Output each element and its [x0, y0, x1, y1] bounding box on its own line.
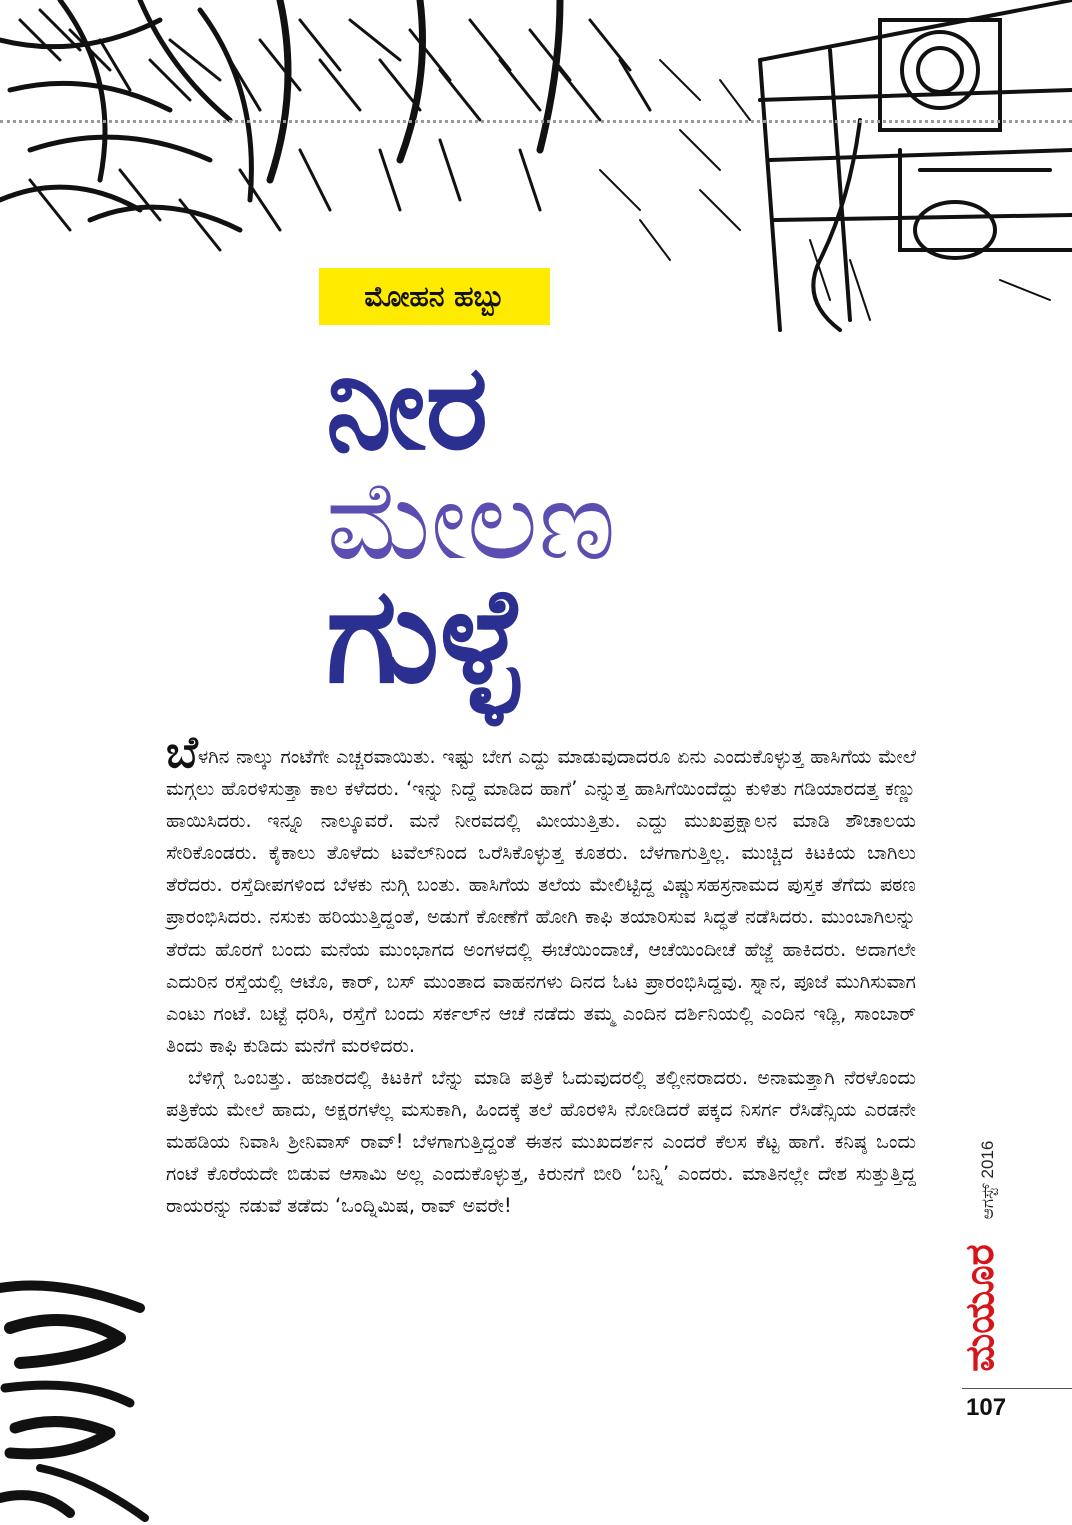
author-name: ಮೋಹನ ಹಬ್ಬು: [364, 279, 505, 313]
article-paragraph-2: ಬೆಳಿಗ್ಗೆ ಒಂಬತ್ತು. ಹಜಾರದಲ್ಲಿ ಕಿಟಕಿಗೆ ಬೆನ್ನು ಮಾಡಿ ಪತ್ರಿಕೆ ಓದುವುದರಲ್ಲಿ ತಲ್ಲೀನರಾದರು. ಅನಾಮತ್ತಾಗಿ ನೆರಳೊಂದು ಪತ್ರಿಕೆಯ ಮೇಲೆ ಹಾದು, ಅಕ್ಷರಗಳೆಲ್ಲ ಮಸುಕಾಗಿ, ಹಿಂದಕ್ಕೆ ತಲೆ ಹೊರಳಿಸಿ ನೋಡಿದರೆ ಪಕ್ಕದ ನಿಸರ್ಗ ರೆಸಿಡೆನ್ಸಿಯ ಎರಡನೇ ಮಹಡಿಯ ನಿವಾಸಿ ಶ್ರೀನಿವಾಸ್ ರಾವ್! ಬೆಳಗಾಗುತ್ತಿದ್ದಂತೆ ಈತನ ಮುಖದರ್ಶನ ಎಂದರೆ ಕೆಲಸ ಕೆಟ್ಟ ಹಾಗೆ. ಕನಿಷ್ಠ ಒಂದು ಗಂಟೆ ಕೊರೆಯದೇ ಬಿಡುವ ಆಸಾಮಿ ಅಲ್ಲ ಎಂದುಕೊಳ್ಳುತ್ತ, ಕಿರುನಗೆ ಬೀರಿ ‘ಬನ್ನಿ’ ಎಂದರು. ಮಾತಿನಲ್ಲೇ ದೇಶ ಸುತ್ತುತ್ತಿದ್ದ ರಾಯರನ್ನು ನಡುವೆ ತಡೆದು ‘ಒಂದ್ನಿಮಿಷ, ರಾವ್ ಅವರೇ!: [166, 1065, 916, 1218]
page-number-rule: [962, 1388, 1072, 1389]
issue-date: ಆಗಸ್ಟ್ 2016: [978, 1140, 997, 1220]
article-paragraph-1: [166, 727, 916, 1062]
story-title-line-2: ಮೇಲಣ: [326, 456, 616, 584]
paragraph-1-text: ಳಗಿನ ನಾಲ್ಕು ಗಂಟೆಗೇ ಎಚ್ಚರವಾಯಿತು. ಇಷ್ಟು ಬೇಗ ಎದ್ದು ಮಾಡುವುದಾದರೂ ಏನು ಎಂದುಕೊಳ್ಳುತ್ತ ಹಾಸಿಗೆಯ ಮೇಲೆ ಮಗ್ಗಲು ಹೊರಳಿಸುತ್ತಾ ಕಾಲ ಕಳೆದರು. ‘ಇನ್ನು ನಿದ್ದೆ ಮಾಡಿದ ಹಾಗೆ’ ಎನ್ನುತ್ತ ಹಾಸಿಗೆಯಿಂದೆದ್ದು ಕುಳಿತು ಗಡಿಯಾರದತ್ತ ಕಣ್ಣು ಹಾಯಿಸಿದರು. ಇನ್ನೂ ನಾಲ್ಕೂವರೆ. ಮನೆ ನೀರವದಲ್ಲಿ ಮೀಯುತ್ತಿತು. ಎದ್ದು ಮುಖಪ್ರಕ್ಷಾಲನ ಮಾಡಿ ಶೌಚಾಲಯ ಸೇರಿಕೊಂಡರು. ಕೈಕಾಲು ತೊಳೆದು ಟವೆಲ್‌ನಿಂದ ಒರೆಸಿಕೊಳ್ಳುತ್ತ ಕೂತರು. ಬೆಳಗಾಗುತ್ತಿಲ್ಲ. ಮುಚ್ಚಿದ ಕಿಟಕಿಯ ಬಾಗಿಲು ತೆರೆದರು. ರಸ್ತೆದೀಪಗಳಿಂದ ಬೆಳಕು ನುಗ್ಗಿ ಬಂತು. ಹಾಸಿಗೆಯ ತಲೆಯ ಮೇಲಿಟ್ಟಿದ್ದ ವಿಷ್ಣುಸಹಸ್ರನಾಮದ ಪುಸ್ತಕ ತೆಗೆದು ಪಠಣ ಪ್ರಾರಂಭಿಸಿದರು. ನಸುಕು ಹರಿಯುತ್ತಿದ್ದಂತೆ, ಅಡುಗೆ ಕೋಣೆಗೆ ಹೋಗಿ ಕಾಫಿ ತಯಾರಿಸುವ ಸಿದ್ಧತೆ ನಡೆಸಿದರು. ಮುಂಬಾಗಿಲನ್ನು ತೆರೆದು ಹೊರಗೆ ಬಂದು ಮನೆಯ ಮುಂಭಾಗದ ಅಂಗಳದಲ್ಲಿ ಈಚೆಯಿಂದಾಚೆ, ಆಚೆಯಿಂದೀಚೆ ಹೆಜ್ಜೆ ಹಾಕಿದರು. ಅದಾಗಲೇ ಎದುರಿನ ರಸ್ತೆಯಲ್ಲಿ ಆಟೊ, ಕಾರ್, ಬಸ್ ಮುಂತಾದ ವಾಹನಗಳು ದಿನದ ಓಟ ಪ್ರಾರಂಭಿಸಿದ್ದವು. ಸ್ನಾನ, ಪೂಜೆ ಮುಗಿಸುವಾಗ ಎಂಟು ಗಂಟೆ. ಬಟ್ಟೆ ಧರಿಸಿ, ರಸ್ತೆಗೆ ಬಂದು ಸರ್ಕಲ್‌ನ ಆಚೆ ನಡೆದು ತಮ್ಮ ಎಂದಿನ ದರ್ಶಿನಿಯಲ್ಲಿ ಎಂದಿನ ಇಡ್ಲಿ, ಸಾಂಬಾರ್ ತಿಂದು ಕಾಫಿ ಕುಡಿದು ಮನೆಗೆ ಮರಳಿದರು.: [166, 745, 916, 1057]
page-number: 107: [966, 1394, 1007, 1421]
story-title-line-3: ಗುಳ್ಳೆ: [326, 559, 525, 713]
magazine-logo: ಮಯೂರ: [957, 1244, 1003, 1372]
header-dotted-rule: [0, 120, 1072, 123]
story-title-line-1: ನೀರ: [326, 338, 489, 476]
article-body: [166, 727, 916, 1222]
drop-cap: ಬೆ: [166, 727, 198, 778]
brush-lettering-art: [0, 1268, 150, 1525]
author-byline-box: [319, 268, 550, 325]
